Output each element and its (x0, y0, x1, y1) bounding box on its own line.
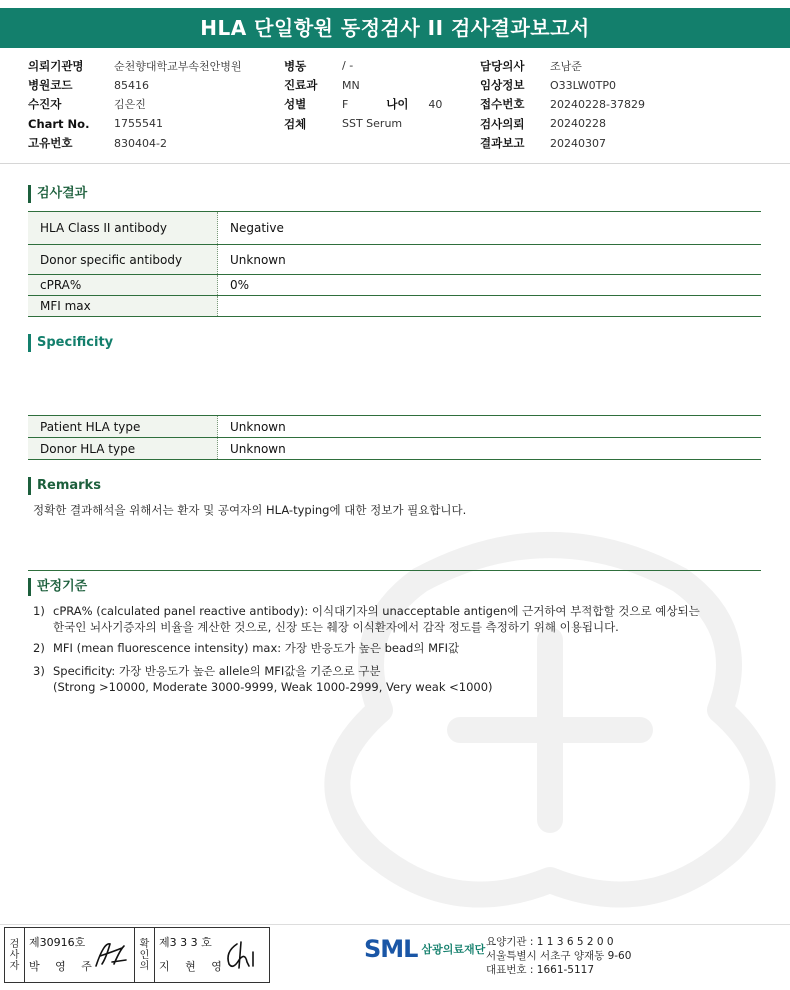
info-value: F (342, 97, 349, 111)
info-label: 병동 (284, 58, 307, 73)
criteria-section-title: 판정기준 (28, 578, 87, 596)
info-label: 결과보고 (480, 136, 525, 151)
info-column-1 (28, 56, 242, 153)
examiner-label (5, 928, 25, 982)
row-label: HLA Class II antibody (28, 212, 218, 244)
row-value (218, 296, 761, 316)
criteria-text: Specificity: 가장 반응도가 높은 allele의 MFI값을 기준으로 구분 (53, 664, 381, 678)
confirmer-cell (155, 928, 265, 982)
age-label: 나이 (386, 97, 409, 112)
examiner-cell (25, 928, 135, 982)
info-value: 85416 (114, 78, 149, 92)
sml-logo (364, 935, 485, 963)
criteria-line (33, 640, 459, 656)
info-value: MN (342, 78, 360, 92)
row-value: Unknown (230, 252, 286, 267)
info-label: 수진자 (28, 97, 62, 112)
criteria-line: 한국인 뇌사기증자의 비율을 계산한 것으로, 신장 또는 췌장 이식환자에서 감작 정도를 측정하기 위해 이용됩니다. (53, 620, 619, 634)
results-table (28, 211, 761, 317)
watermark-graphic (300, 520, 790, 940)
info-label: 검체 (284, 116, 307, 131)
info-row-id (28, 134, 242, 153)
row-value: Unknown (230, 441, 286, 456)
info-row-institution (28, 56, 242, 75)
org-line: 서울특별시 서초구 양재동 9-60 (486, 950, 632, 962)
table-row (28, 275, 761, 296)
org-line: 대표번호 : 1661-5117 (486, 964, 595, 976)
criteria-line (33, 603, 700, 619)
info-label: 접수번호 (480, 97, 525, 112)
info-column-2 (284, 56, 442, 134)
info-row-specimen (284, 114, 442, 133)
criteria-number: 3) (33, 664, 45, 678)
info-value: 830404-2 (114, 136, 167, 150)
criteria-text: cPRA% (calculated panel reactive antibody): 이식대기자의 unacceptable antigen에 근거하여 부적합할 것으로 예상되는 (53, 604, 700, 618)
info-row-chart-no (28, 114, 242, 133)
info-row-sex-age (284, 95, 442, 114)
confirmer-name: 지 현 영 (159, 960, 228, 973)
row-label: Donor HLA type (28, 438, 218, 459)
remarks-section-title: Remarks (28, 477, 101, 495)
patient-info (0, 52, 790, 164)
remarks-text: 정확한 결과해석을 위해서는 환자 및 공여자의 HLA-typing에 대한 정보가 필요합니다. (33, 503, 467, 517)
criteria-item-3 (33, 663, 493, 695)
specificity-section-title: Specificity (28, 334, 113, 352)
criteria-line: (Strong >10000, Moderate 3000-9999, Weak 1000-2999, Very weak <1000) (53, 680, 493, 694)
info-value: 20240228-37829 (550, 97, 645, 111)
criteria-text: MFI (mean fluorescence intensity) max: 가장 반응도가 높은 bead의 MFI값 (53, 641, 460, 655)
info-label: 진료과 (284, 78, 318, 93)
info-value: 조남준 (550, 59, 582, 73)
confirmer-license: 제3 3 3 호 (159, 936, 212, 949)
criteria-item-2 (33, 640, 459, 656)
info-label: 성별 (284, 97, 307, 112)
info-label: 검사의뢰 (480, 116, 525, 131)
label-char: 검 (9, 938, 20, 950)
criteria-number: 1) (33, 604, 45, 618)
results-section-title: 검사결과 (28, 185, 87, 203)
info-row-patient (28, 95, 242, 114)
criteria-number: 2) (33, 641, 45, 655)
examiner-name: 박 영 주 (29, 960, 98, 973)
info-value: 20240228 (550, 117, 606, 131)
label-char: 자 (9, 960, 20, 972)
info-row-ward (284, 56, 442, 75)
logo-korean-name: 삼광의료재단 (421, 943, 486, 956)
report-title: HLA 단일항원 동정검사 II 검사결과보고서 (0, 8, 790, 48)
specificity-table (28, 415, 761, 460)
info-value: 김은진 (114, 98, 146, 112)
table-row (28, 212, 761, 245)
info-label: 의뢰기관명 (28, 58, 84, 73)
criteria-line (33, 663, 493, 679)
age-value: 40 (428, 97, 443, 111)
footer (0, 924, 790, 990)
label-char: 확 (139, 938, 150, 950)
row-value: Unknown (230, 419, 286, 434)
info-value: / - (342, 59, 354, 73)
info-value: SST Serum (342, 117, 403, 131)
info-value: 20240307 (550, 136, 606, 150)
info-row-clinical-info (480, 75, 645, 94)
row-label: cPRA% (28, 275, 218, 295)
info-label: Chart No. (28, 116, 90, 131)
info-value: 순천향대학교부속천안병원 (114, 59, 242, 73)
org-line: 요양기관 : 1 1 3 6 5 2 0 0 (486, 936, 614, 948)
info-value: O33LW0TP0 (550, 78, 616, 92)
signature-box (4, 927, 270, 983)
label-char: 인 (139, 949, 150, 961)
row-value: Negative (230, 221, 284, 235)
criteria-item-1 (33, 603, 700, 635)
info-row-receipt-no (480, 95, 645, 114)
info-label: 고유번호 (28, 136, 73, 151)
logo-text: SML (364, 935, 418, 963)
info-value: 1755541 (114, 117, 163, 131)
table-row (28, 416, 761, 438)
confirmer-signature (223, 938, 259, 972)
criteria-divider (28, 570, 761, 571)
confirmer-label (135, 928, 155, 982)
table-row (28, 245, 761, 275)
info-column-3 (480, 56, 645, 153)
info-row-hospital-code (28, 75, 242, 94)
info-row-report-date (480, 134, 645, 153)
info-row-request-date (480, 114, 645, 133)
info-label: 담당의사 (480, 58, 525, 73)
row-label: MFI max (28, 296, 218, 316)
organization-info (486, 935, 631, 977)
info-label: 임상정보 (480, 78, 525, 93)
info-label: 병원코드 (28, 78, 73, 93)
info-row-doctor (480, 56, 645, 75)
table-row (28, 438, 761, 460)
row-value: 0% (230, 278, 250, 292)
examiner-license: 제30916호 (29, 936, 86, 949)
table-row (28, 296, 761, 317)
row-label: Donor specific antibody (28, 245, 218, 274)
row-label: Patient HLA type (28, 416, 218, 437)
examiner-signature (92, 938, 128, 972)
info-row-department (284, 75, 442, 94)
label-char: 사 (9, 949, 20, 961)
label-char: 의 (139, 960, 150, 972)
